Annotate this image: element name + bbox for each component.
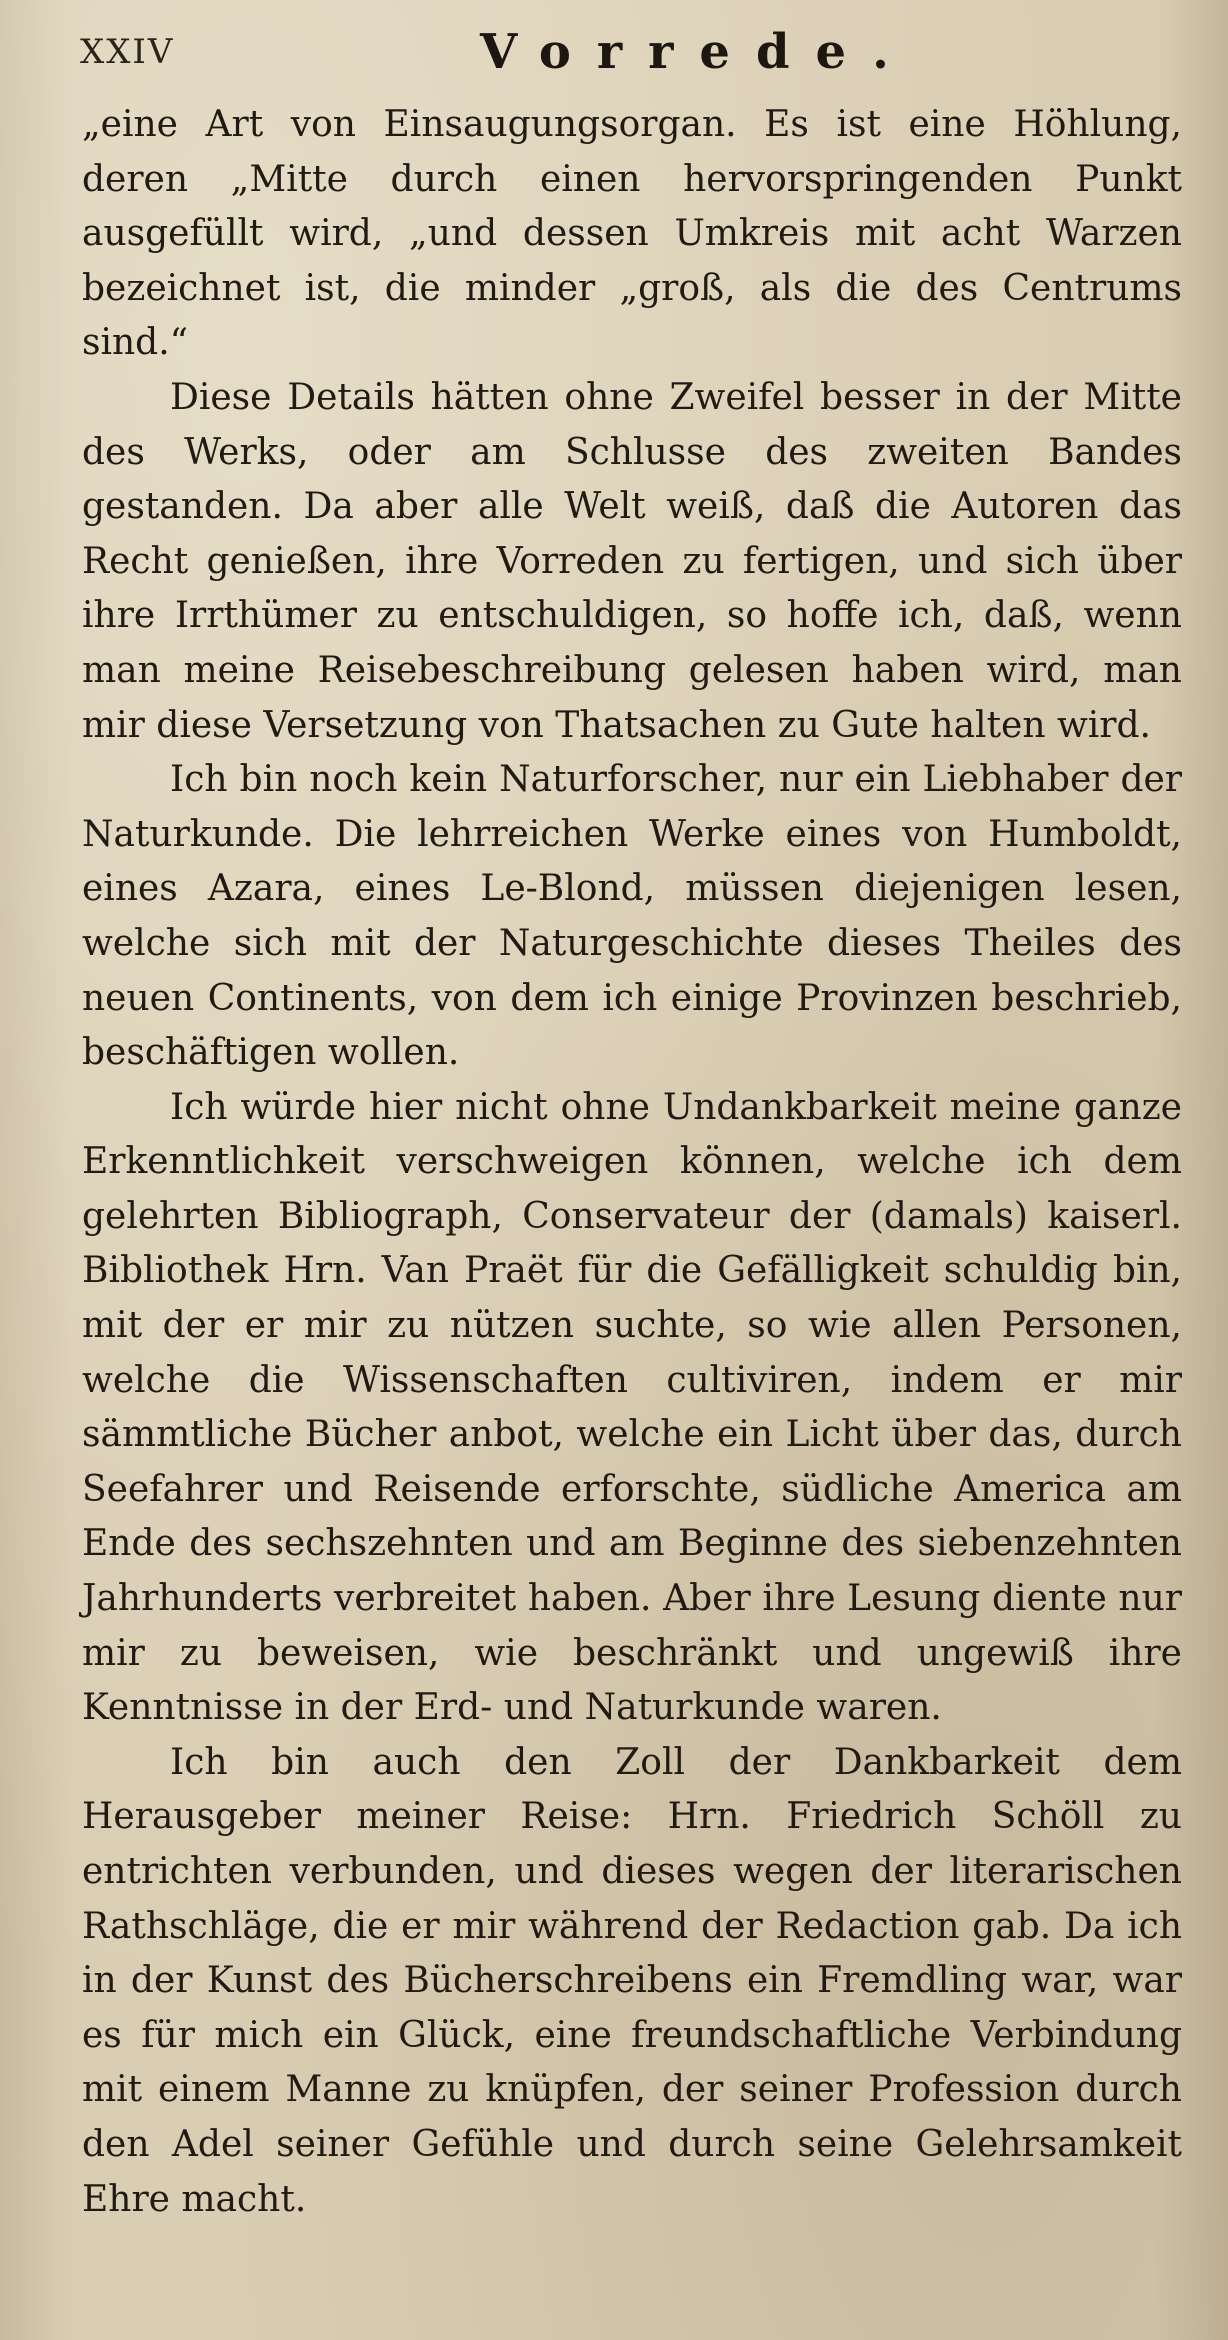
paragraph-gratitude-publisher: Ich bin auch den Zoll der Dankbarkeit dem Herausgeber meiner Reise: Hrn. Friedrich Schöll zu entrichten verbunden, und dieses wegen der literarischen Rathschläge, die er mir während der Redaction gab. Da ich in der Kunst des Bücherschreibens ein Fremdling war, war es für mich ein Glück, eine freundschaftliche Verbindung mit einem Manne zu knüpfen, der seiner Profession durch den Adel seiner Gefühle und durch seine Gelehrsamkeit Ehre macht. — [82, 1741, 1182, 2220]
paragraph-details: Diese Details hätten ohne Zweifel besser in der Mitte des Werks, oder am Schlusse des zweiten Bandes gestanden. Da aber alle Welt weiß, daß die Autoren das Recht genießen, ihre Vorreden zu fertigen, und sich über ihre Irrthümer zu entschuldigen, so hoffe ich, daß, wenn man meine Reisebeschreibung gelesen haben wird, man mir diese Versetzung von Thatsachen zu Gute halten wird. — [82, 376, 1182, 746]
running-head: Vorrede. — [480, 24, 915, 80]
body-text — [82, 98, 1182, 2227]
page-header — [80, 22, 1160, 82]
paragraph-quote-continuation: „eine Art von Einsaugungsorgan. Es ist eine Höhlung, deren „Mitte durch einen hervorspringenden Punkt ausgefüllt wird, „und dessen Umkreis mit acht Warzen bezeichnet ist, die minder „groß, als die des Centrums sind.“ — [82, 104, 1182, 364]
paragraph-gratitude-librarian: Ich würde hier nicht ohne Undankbarkeit meine ganze Erkenntlichkeit verschweigen können, welche ich dem gelehrten Bibliograph, Conservateur der (damals) kaiserl. Bibliothek Hrn. Van Praët für die Gefälligkeit schuldig bin, mit der er mir zu nützen suchte, so wie allen Personen, welche die Wissenschaften cultiviren, indem er mir sämmtliche Bücher anbot, welche ein Licht über das, durch Seefahrer und Reisende erforschte, südliche America am Ende des sechszehnten und am Beginne des siebenzehnten Jahrhunderts verbreitet haben. Aber ihre Lesung diente nur mir zu beweisen, wie beschränkt und ungewiß ihre Kenntnisse in der Erd- und Naturkunde waren. — [82, 1086, 1182, 1729]
paragraph-naturalist: Ich bin noch kein Naturforscher, nur ein Liebhaber der Naturkunde. Die lehrreichen Werke eines von Humboldt, eines Azara, eines Le-Blond, müssen diejenigen lesen, welche sich mit der Naturgeschichte dieses Theiles des neuen Continents, von dem ich einige Provinzen beschrieb, beschäftigen wollen. — [82, 759, 1182, 1074]
page-number: XXIV — [80, 32, 175, 72]
